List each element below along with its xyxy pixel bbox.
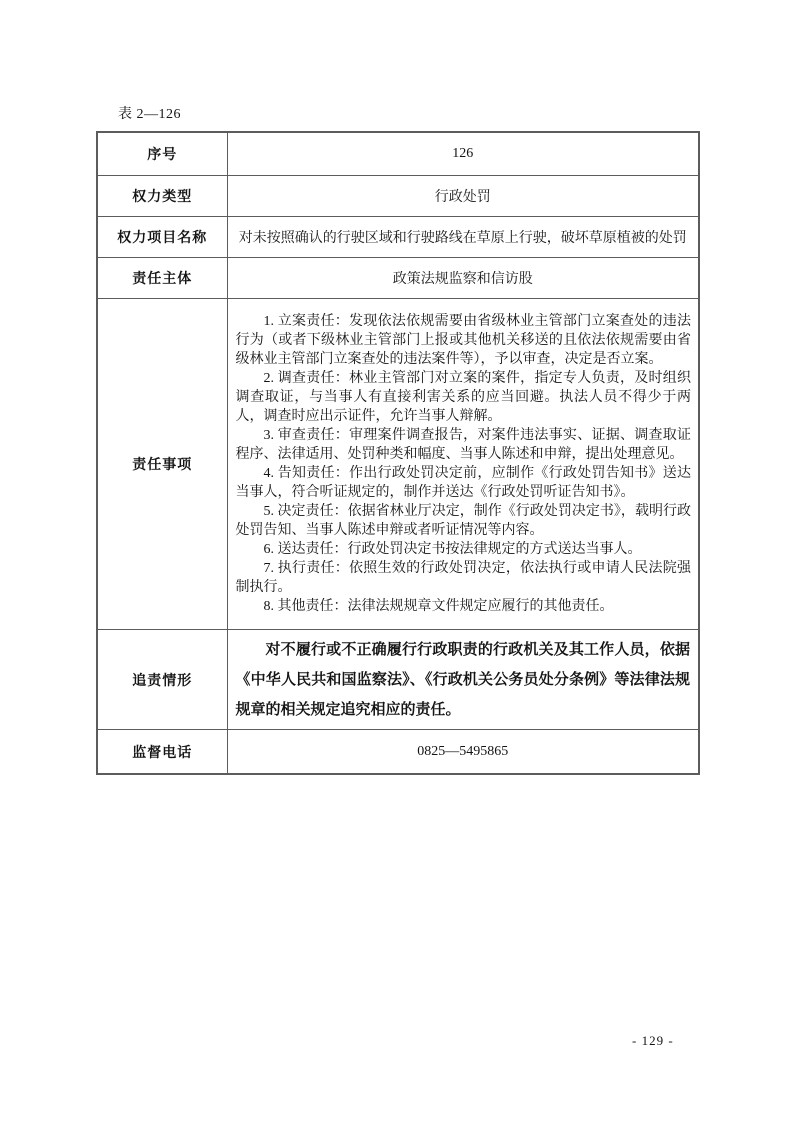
table-row-duty-items <box>97 299 699 630</box>
duty-item-4: 4. 告知责任：作出行政处罚决定前，应制作《行政处罚告知书》送达当事人，符合听证规定的，制作并送达《行政处罚听证告知书》。 <box>235 466 691 500</box>
power-type-label: 权力类型 <box>97 176 227 217</box>
serial-number-label: 序号 <box>97 132 227 176</box>
power-item-name-label: 权力项目名称 <box>97 217 227 258</box>
power-item-table <box>96 131 700 775</box>
duty-item-1: 1. 立案责任：发现依法依规需要由省级林业主管部门立案查处的违法行为（或者下级林业主管部门上报或其他机关移送的且依法依规需要由省级林业主管部门立案查处的违法案件等），予以审查，决定是否立案。 <box>235 314 691 367</box>
duty-items-value <box>227 299 699 630</box>
table-row-serial-number <box>97 132 699 176</box>
power-item-name-value: 对未按照确认的行驶区域和行驶路线在草原上行驶，破坏草原植被的处罚 <box>227 217 699 258</box>
table-row-responsible-entity <box>97 258 699 299</box>
power-type-value: 行政处罚 <box>227 176 699 217</box>
table-row-supervision-phone <box>97 730 699 775</box>
table-caption: 表 2—126 <box>118 107 181 122</box>
duty-items-label: 责任事项 <box>97 299 227 630</box>
duty-item-8: 8. 其他责任：法律法规规章文件规定应履行的其他责任。 <box>263 599 614 614</box>
serial-number-value: 126 <box>227 132 699 176</box>
duty-item-5: 5. 决定责任：依据省林业厅决定，制作《行政处罚决定书》，载明行政处罚告知、当事人陈述申辩或者听证情况等内容。 <box>235 504 691 538</box>
duty-item-3: 3. 审查责任：审理案件调查报告，对案件违法事实、证据、调查取证程序、法律适用、处罚种类和幅度、当事人陈述和申辩，提出处理意见。 <box>235 428 691 462</box>
responsible-entity-value: 政策法规监察和信访股 <box>227 258 699 299</box>
table-row-power-type <box>97 176 699 217</box>
accountability-text: 对不履行或不正确履行行政职责的行政机关及其工作人员，依据《中华人民共和国监察法》、《行政机关公务员处分条例》等法律法规规章的相关规定追究相应的责任。 <box>235 641 690 718</box>
table-row-power-item-name <box>97 217 699 258</box>
table-row-accountability <box>97 630 699 730</box>
accountability-label: 追责情形 <box>97 630 227 730</box>
duty-item-7: 7. 执行责任：依照生效的行政处罚决定，依法执行或申请人民法院强制执行。 <box>235 561 691 595</box>
duty-item-6: 6. 送达责任：行政处罚决定书按法律规定的方式送达当事人。 <box>263 542 642 557</box>
supervision-phone-label: 监督电话 <box>97 730 227 775</box>
duty-item-2: 2. 调查责任：林业主管部门对立案的案件，指定专人负责，及时组织调查取证，与当事人有直接利害关系的应当回避。执法人员不得少于两人，调查时应出示证件，允许当事人辩解。 <box>235 371 691 424</box>
responsible-entity-label: 责任主体 <box>97 258 227 299</box>
supervision-phone-value: 0825—5495865 <box>227 730 699 775</box>
page-number: - 129 - <box>632 1033 674 1048</box>
accountability-value <box>227 630 699 730</box>
